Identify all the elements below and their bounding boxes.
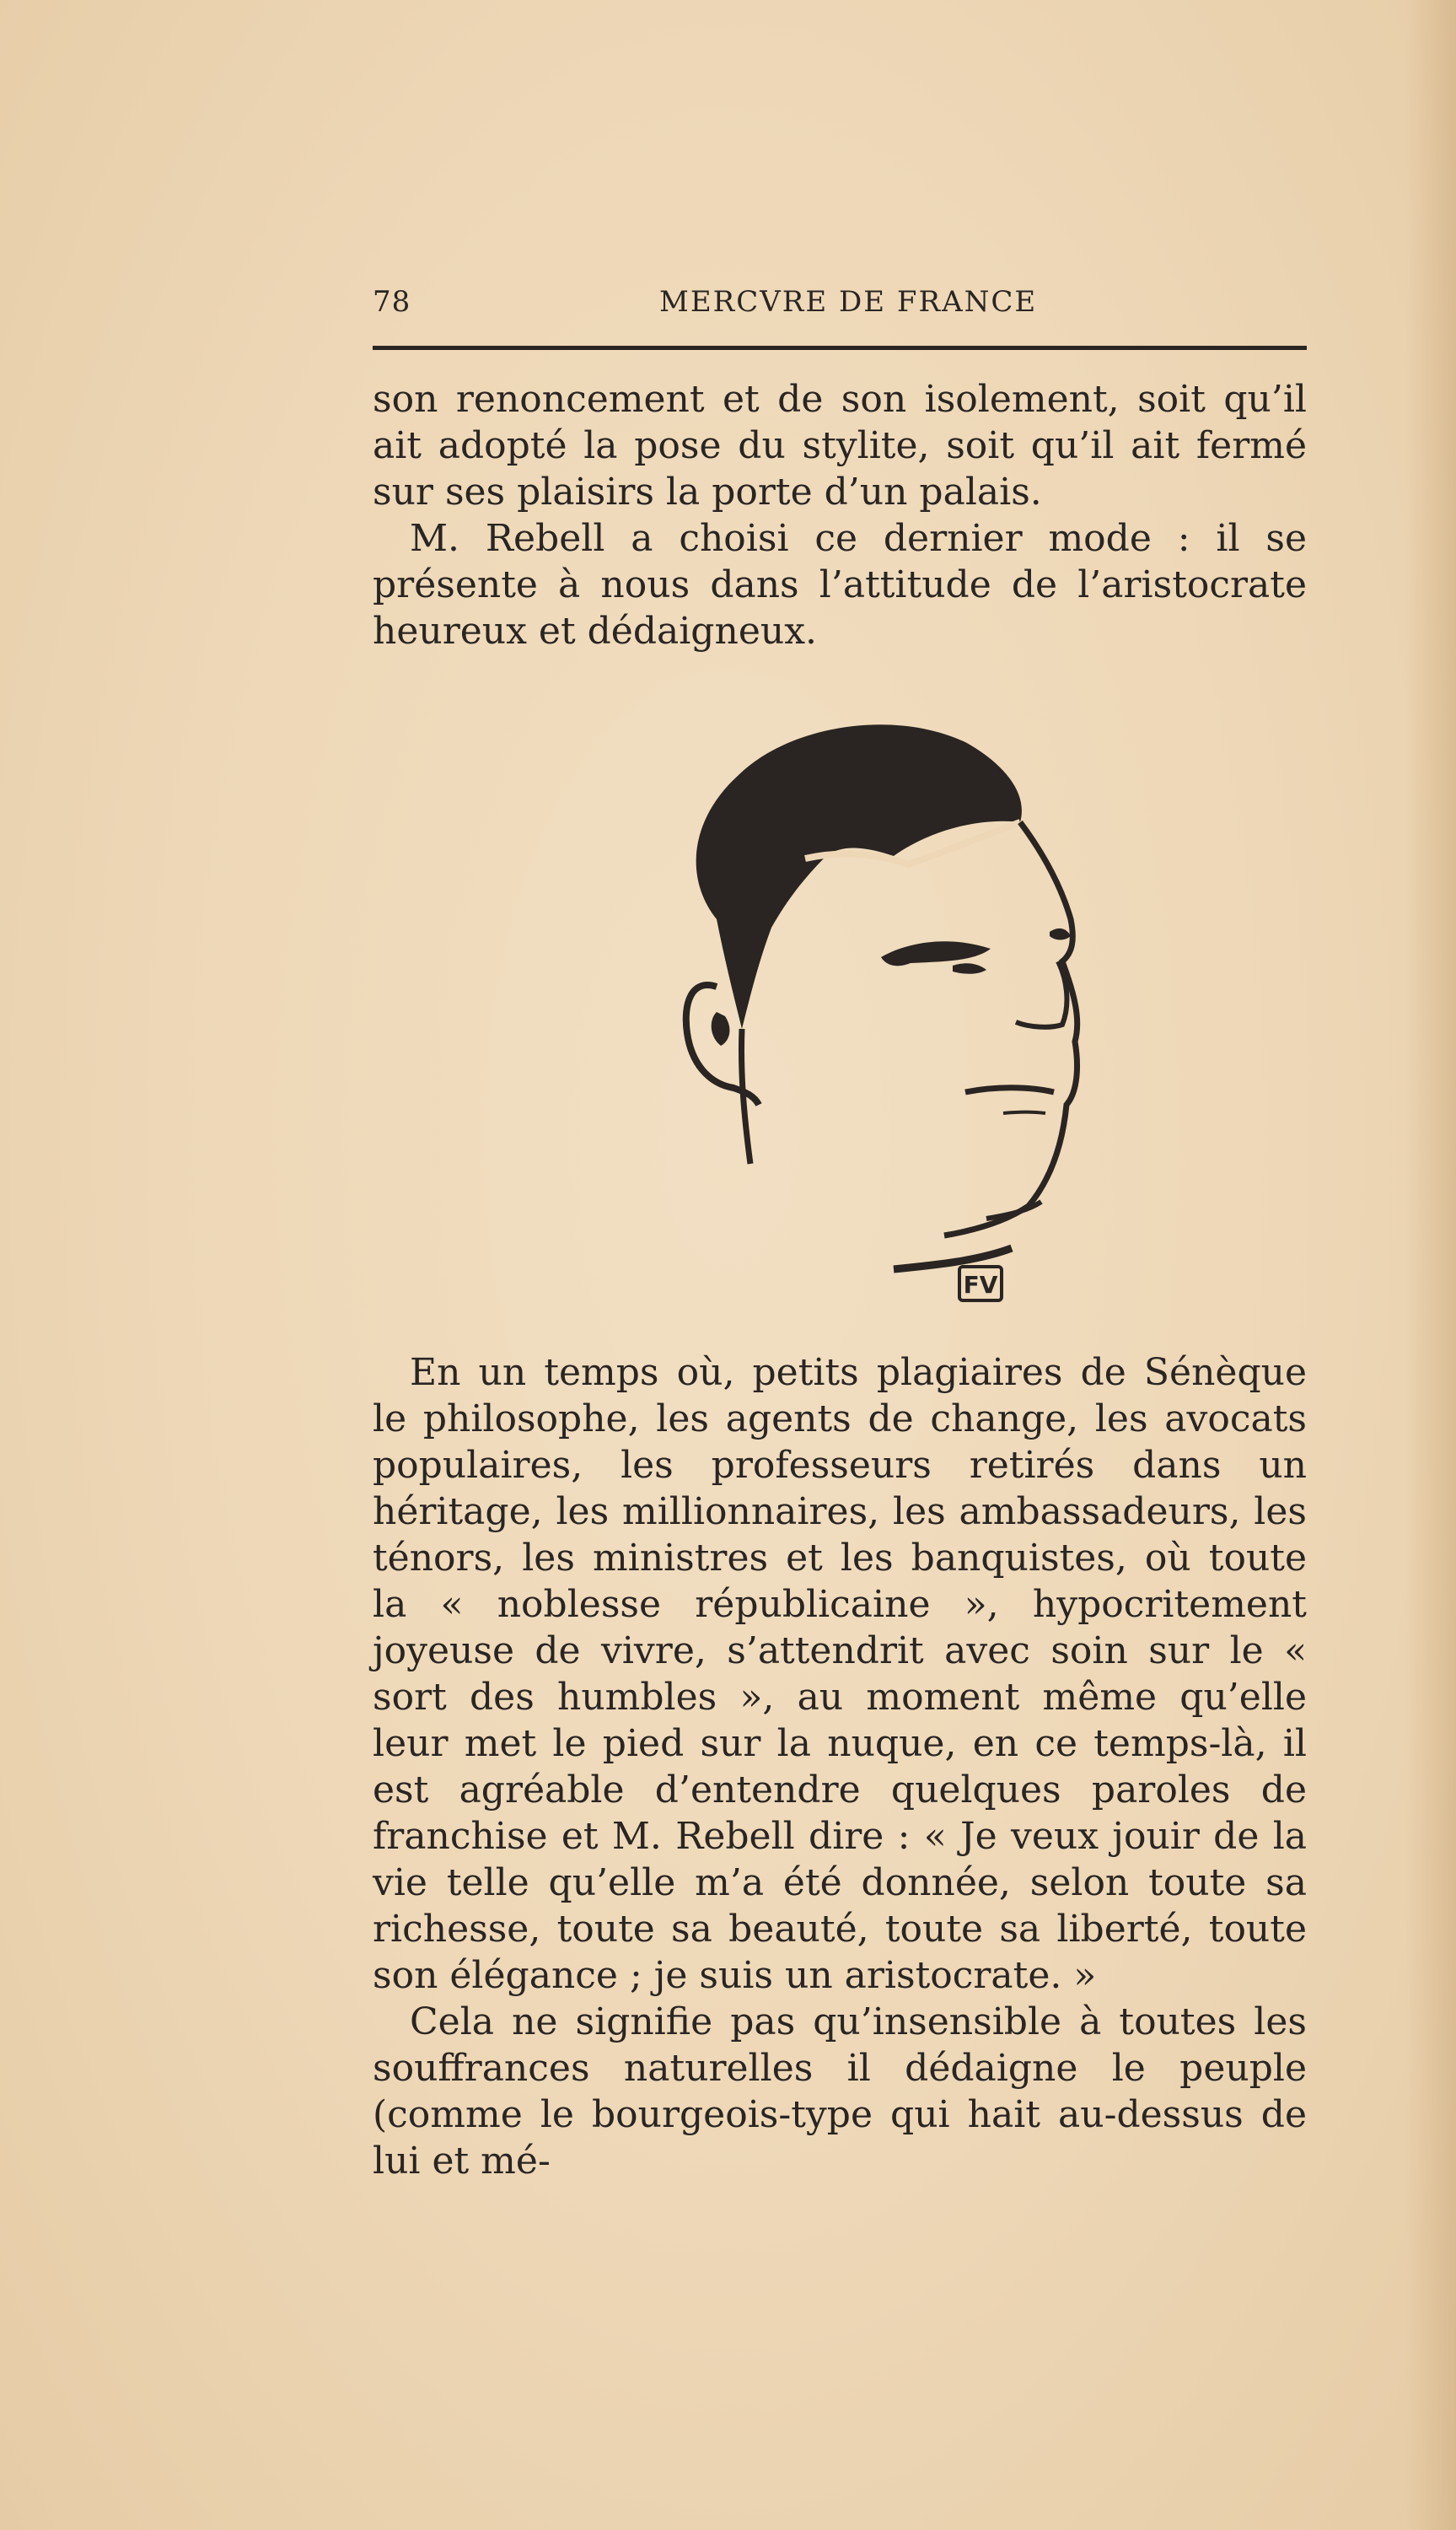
eyebrow [881, 941, 991, 966]
paragraph: Cela ne signifie pas qu’insensible à toutes les souffrances naturelles il dédaigne le peuple (comme le bourgeois-type qui hait au-dessus de lui et mé- [373, 2000, 1307, 2183]
eye [953, 963, 986, 974]
nose [1016, 961, 1066, 1027]
paper-edge-shadow [1405, 0, 1456, 2530]
running-title: MERCVRE DE FRANCE [659, 285, 1038, 319]
header-rule [373, 346, 1307, 350]
face-outline [944, 822, 1077, 1235]
ear-inner [712, 1012, 730, 1046]
paragraph: son renoncement et de son isolement, soit qu’il ait adopté la pose du stylite, soit qu’il ait fermé sur ses plaisirs la porte d’un palais. [373, 378, 1307, 514]
hair-shape [696, 724, 1022, 1029]
running-header [373, 285, 1307, 327]
lip-line [1003, 1112, 1045, 1114]
text-block-bottom [373, 1349, 1307, 2184]
monogram: FV [963, 1271, 998, 1299]
text-block-top [373, 376, 1307, 654]
paragraph: M. Rebell a choisi ce dernier mode : il se présente à nous dans l’attitude de l’aristocrate heureux et dédaigneux. [373, 517, 1307, 653]
paragraph: En un temps où, petits plagiaires de Sénèque le philosophe, les agents de change, les avocats populaires, les professeurs retirés dans un héritage, les millionnaires, les ambassadeurs, les ténors, les ministres et les banquistes, où toute la « noblesse républicaine », hypocritement joyeuse de vivre, s’attendrit avec soin sur le « sort des humbles », au moment même qu’elle leur met le pied sur la nuque, en ce temps-là, il est agréable d’entendre quelques paroles de franchise et M. Rebell dire : « Je veux jouir de la vie telle qu’elle m’a été donnée, selon toute sa richesse, toute sa beauté, toute sa liberté, toute son élégance ; je suis un aristocrate. » [373, 1351, 1307, 1997]
page-number: 78 [373, 285, 411, 319]
mouth [965, 1088, 1054, 1092]
portrait-illustration [590, 708, 1096, 1324]
far-eye [1050, 929, 1071, 940]
